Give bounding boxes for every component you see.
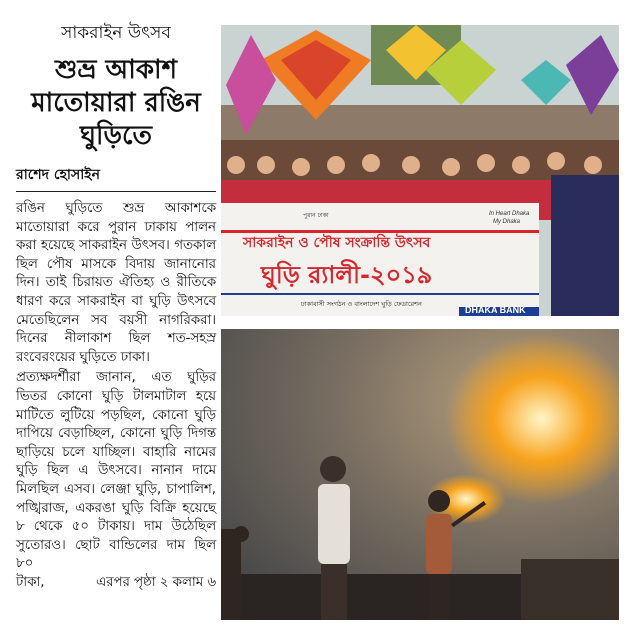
article-byline: রাশেদ হোসাইন <box>16 163 216 192</box>
banner-sponsor-text: DHAKA BANK <box>465 305 526 315</box>
article-paragraph-1: রঙিন ঘুড়িতে শুভ্র আকাশকে মাতোয়ারা করে পুরান ঢাকায় পালন করা হয়েছে সাকরাইন উৎসব। গতকাল ছিল পৌষ মাসকে বিদায় জানানোর দিন। তাই চিরায়ত ঐতিহ্য ও রীতিকে ধারণ করে সাকরাইন বা ঘুড়ি উৎসবে মেতেছিলেন সব বয়সী নাগরিকরা। দিনের নীলাকাশ ছিল শত-সহস্র রংবেরংয়ের ঘুড়িতে ঢাকা। <box>16 201 216 365</box>
article-headline: শুভ্র আকাশ মাতোয়ারা রঙিন ঘুড়িতে <box>31 55 201 151</box>
fire-breather-photo <box>221 329 619 620</box>
banner-tagline-2: My Dhaka <box>493 219 521 225</box>
banner-topleft-text: পুরান ঢাকা <box>303 212 329 219</box>
banner-org-text: ঢাকাবাসী সংগঠন ও বাংলাদেশ ঘুড়ি ফেডারেশন <box>301 300 422 308</box>
banner-tagline-1: In Heart Dhaka <box>489 211 530 217</box>
article-paragraph-2: প্রত্যক্ষদর্শীরা জানান, এত ঘুড়ির ভিতর কোনো ঘুড়ি টালমাটাল হয়ে মাটিতে লুটিয়ে পড়ছিল, কোনো ঘুড়ি দাপিয়ে বেড়াচ্ছিল, কোনো ঘুড়ি দিগন্ত ছাড়িয়ে চলে যাচ্ছিল। বাহারি নামের ঘুড়ি ছিল এ উৎসবে। নানান দামে মিলছিল এসব। লেঞ্জা ঘুড়ি, চাপালিশ, পঙ্খিরাজ, একরঙা ঘুড়ি বিক্রি হয়েছে ৮ থেকে ৫০ টাকায়। দাম উঠেছিল সুতোরও। ছোট বান্ডিলের দাম ছিল ৮০ <box>16 370 216 572</box>
banner-title-text: ঘুড়ি র‍্যালী-২০১৯ <box>261 261 433 289</box>
continued-on-page-note: এরপর পৃষ্ঠা ২ কলাম ৬ <box>96 574 216 590</box>
article-last-word: টাকা, <box>16 574 45 590</box>
article-body <box>16 200 216 592</box>
article-column <box>16 12 216 592</box>
kite-rally-photo <box>221 25 619 316</box>
article-kicker: সাকরাইন উৎসব <box>61 23 171 43</box>
banner-main-text: সাকরাইন ও পৌষ সংক্রান্তি উৎসব <box>243 235 431 251</box>
article-continuation-line <box>16 574 216 592</box>
